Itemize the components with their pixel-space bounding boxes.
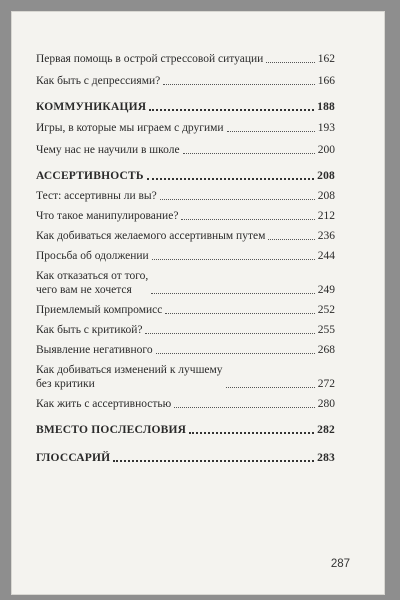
toc-entry-title: Игры, в которые мы играем с другими [36,122,224,134]
dot-leader [151,293,314,294]
toc-entry [36,269,335,297]
dot-leader [174,407,315,408]
dot-leader [145,333,314,334]
toc-entry [36,52,335,66]
toc-section-heading [36,169,335,183]
toc-entry-title: Тест: ассертивны ли вы? [36,190,157,202]
toc-entry-page: 268 [317,344,335,356]
toc-section-heading [36,451,335,465]
toc-entry [36,397,335,411]
toc-entry-page: 162 [317,53,335,65]
toc-entry-page: 272 [317,378,335,390]
toc-entry [36,343,335,357]
toc-entry [36,303,335,317]
toc-entry-title: Как жить с ассертивностью [36,398,172,410]
toc-entry-page: 208 [317,190,335,202]
toc-entry-page: 236 [317,230,335,242]
toc-entry-title: Как отказаться от того, чего вам не хочется [36,270,149,296]
toc-entry-title: Как быть с критикой? [36,324,143,336]
toc-entry-page: 252 [317,304,335,316]
dot-leader [113,460,314,462]
toc-entry-page: 200 [317,144,335,156]
toc-entry-page: 166 [317,75,335,87]
dot-leader [266,62,314,63]
toc-entry [36,323,335,337]
toc-entry-page: 193 [317,122,335,134]
dot-leader [227,131,315,132]
page-number: 287 [330,558,350,570]
toc-entry [36,229,335,243]
toc-entry-title: Просьба об одолжении [36,250,149,262]
toc-entry-title: Чему нас не научили в школе [36,144,180,156]
table-of-contents [36,52,335,465]
dot-leader [156,353,315,354]
dot-leader [160,199,315,200]
toc-entry-title: Как добиваться изменений к лучшему без критики [36,364,223,390]
toc-entry-page: 280 [317,398,335,410]
toc-entry-title: КОММУНИКАЦИЯ [36,101,147,113]
dot-leader [147,178,314,180]
toc-entry-page: 188 [317,101,335,113]
toc-entry [36,209,335,223]
toc-entry-page: 283 [317,452,335,464]
toc-entry-title: Приемлемый компромисс [36,304,163,316]
dot-leader [226,387,315,388]
toc-entry [36,189,335,203]
toc-entry-title: Первая помощь в острой стрессовой ситуации [36,53,264,65]
toc-entry-title: Выявление негативного [36,344,153,356]
toc-entry-page: 208 [317,170,335,182]
toc-entry [36,249,335,263]
toc-entry [36,143,335,157]
toc-entry-title: АССЕРТИВНОСТЬ [36,170,144,182]
dot-leader [152,259,315,260]
dot-leader [163,84,315,85]
toc-entry-title: Что такое манипулирование? [36,210,179,222]
toc-entry-page: 249 [317,284,335,296]
dot-leader [149,109,314,111]
toc-entry-title: ГЛОССАРИЙ [36,452,111,464]
dot-leader [165,313,314,314]
toc-entry-title: ВМЕСТО ПОСЛЕСЛОВИЯ [36,424,187,436]
dot-leader [181,219,314,220]
toc-entry-page: 282 [317,424,335,436]
dot-leader [189,432,314,434]
book-page [12,12,384,594]
toc-entry [36,121,335,135]
toc-entry-title: Как быть с депрессиями? [36,75,161,87]
toc-entry [36,363,335,391]
toc-section-heading [36,423,335,437]
toc-section-heading [36,100,335,114]
toc-entry-page: 212 [317,210,335,222]
toc-entry-title: Как добиваться желаемого ассертивным путем [36,230,266,242]
toc-entry-page: 244 [317,250,335,262]
toc-entry-page: 255 [317,324,335,336]
dot-leader [183,153,315,154]
dot-leader [268,239,314,240]
toc-entry [36,74,335,88]
